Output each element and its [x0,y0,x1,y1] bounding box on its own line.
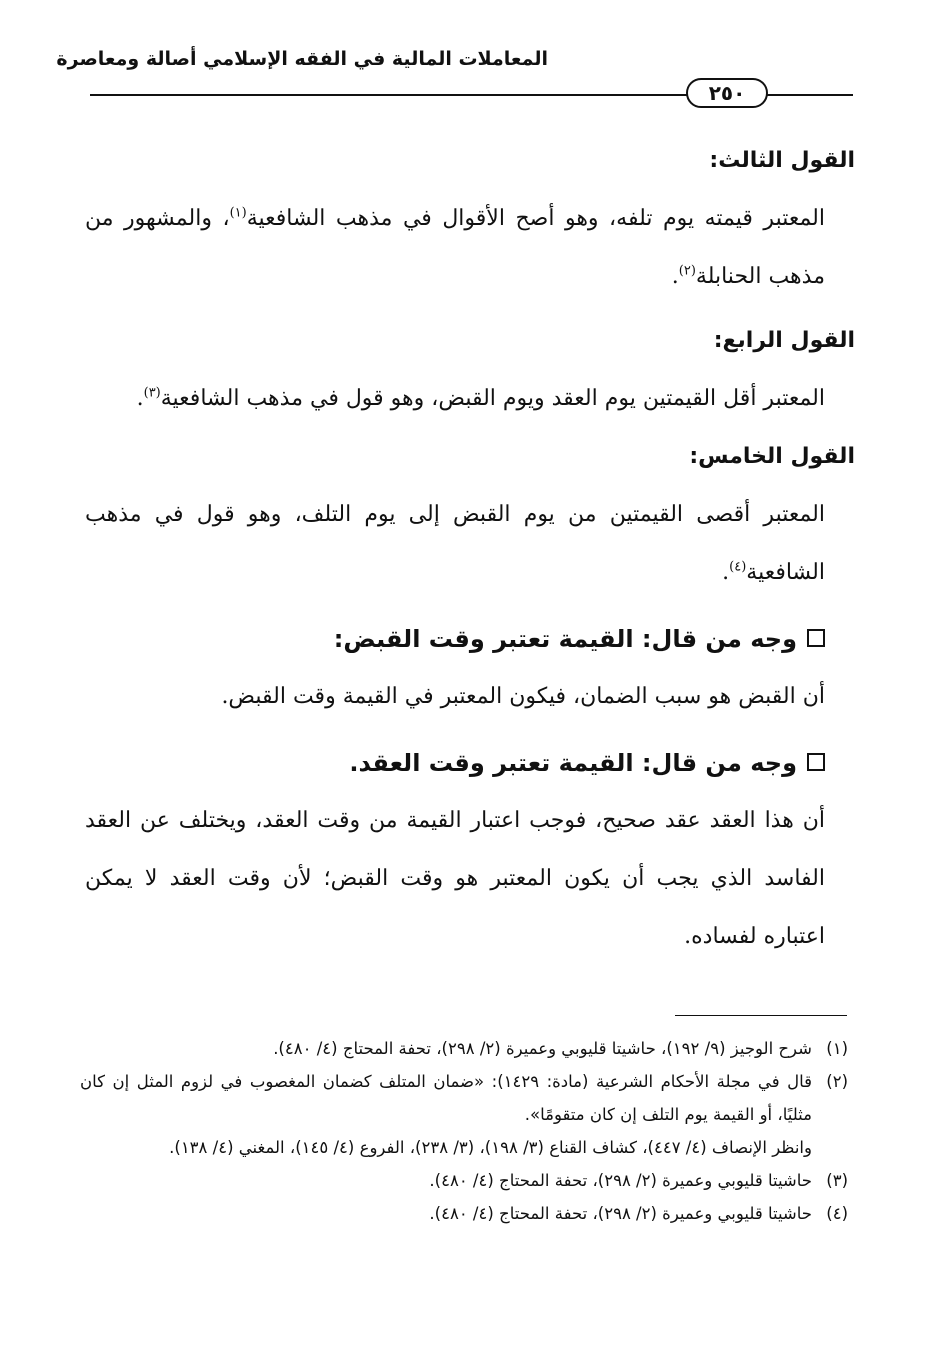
footnote [80,1197,848,1230]
section-heading-aqd-text: وجه من قال: القيمة تعتبر وقت العقد. [349,749,797,777]
footnote-number: (٢) [826,1072,848,1091]
section-heading-qabd [85,610,855,668]
page-number-badge: ٢٥٠ [686,78,768,108]
footnote [80,1032,848,1065]
footnote-number [812,1131,848,1164]
footnote [80,1131,848,1164]
footnote-text: قال في مجلة الأحكام الشرعية (مادة: ١٤٢٩): «ضمان المتلف كضمان المغصوب في لزوم المثل إن كان مثليًا، أو القيمة يوم التلف إن كان متقومًا». [80,1072,812,1124]
footnote-ref-1: (١) [229,205,247,221]
running-header-title: المعاملات المالية في الفقه الإسلامي أصالة ومعاصرة [56,48,548,70]
footnote-number: (٣) [826,1171,848,1190]
footnote-separator [675,1015,847,1016]
third-opinion-paragraph [85,190,855,306]
main-text [85,132,855,966]
section-aqd-paragraph: أن هذا العقد عقد صحيح، فوجب اعتبار القيمة من وقت العقد، ويختلف عن العقد الفاسد الذي يجب أن يكون المعتبر هو وقت القبض؛ لأن وقت العقد لا يمكن اعتباره لفساده. [85,808,825,949]
fifth-opinion-text-2: . [722,560,730,585]
section-heading-aqd [85,734,855,792]
footnote-number: (٤) [826,1204,848,1223]
footnote-text: شرح الوجيز (٩/ ١٩٢)، حاشيتا قليوبي وعميرة (٢/ ٢٩٨)، تحفة المحتاج (٤/ ٤٨٠). [273,1039,812,1058]
square-bullet-icon [807,629,825,647]
fourth-opinion-paragraph [85,370,855,428]
section-qabd-paragraph: أن القبض هو سبب الضمان، فيكون المعتبر في القيمة وقت القبض. [221,684,825,709]
footnote-text: حاشيتا قليوبي وعميرة (٢/ ٢٩٨)، تحفة المحتاج (٤/ ٤٨٠). [429,1204,812,1223]
footnote [80,1065,848,1131]
footnote-text: وانظر الإنصاف (٤/ ٤٤٧)، كشاف القناع (٣/ ١٩٨)، (٣/ ٢٣٨)، الفروع (٤/ ١٤٥)، المغني (٤/ ١٣٨). [169,1138,812,1157]
fourth-opinion-heading: القول الرابع: [713,328,855,353]
footnote [80,1164,848,1197]
fourth-opinion-text-1: المعتبر أقل القيمتين يوم العقد ويوم القبض، وهو قول في مذهب الشافعية [160,386,825,411]
footnote-ref-3: (٣) [143,385,161,401]
fifth-opinion-text-1: المعتبر أقصى القيمتين من يوم القبض إلى يوم التلف، وهو قول في مذهب الشافعية [85,502,825,585]
third-opinion-text-3: . [671,264,679,289]
square-bullet-icon [807,753,825,771]
third-opinion-heading: القول الثالث: [709,148,855,173]
fifth-opinion-paragraph [85,486,855,602]
third-opinion-text-2: ، والمشهور من مذهب الحنابلة [85,206,825,289]
footnote-ref-4: (٤) [729,559,747,575]
fifth-opinion-heading: القول الخامس: [689,444,855,469]
footnote-number: (١) [826,1039,848,1058]
third-opinion-text-1: المعتبر قيمته يوم تلفه، وهو أصح الأقوال في مذهب الشافعية [246,206,825,231]
section-heading-qabd-text: وجه من قال: القيمة تعتبر وقت القبض: [333,625,797,653]
fourth-opinion-text-2: . [136,386,144,411]
footnotes [80,1032,848,1230]
footnote-text: حاشيتا قليوبي وعميرة (٢/ ٢٩٨)، تحفة المحتاج (٤/ ٤٨٠). [429,1171,812,1190]
footnote-ref-2: (٢) [678,263,696,279]
